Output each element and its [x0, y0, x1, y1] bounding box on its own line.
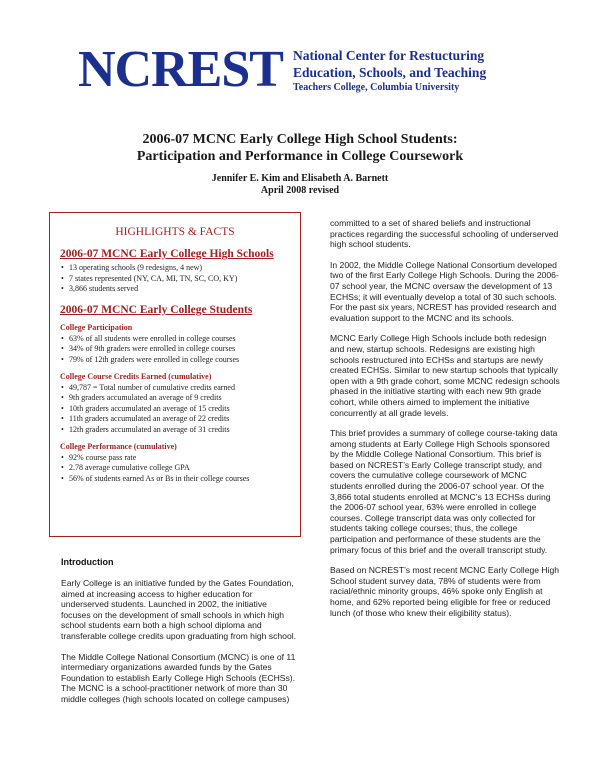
organization-name — [293, 47, 486, 94]
list-item: • 9th graders accumulated an average of 9 credits — [60, 393, 290, 404]
performance-list — [60, 453, 290, 485]
list-item: • 92% course pass rate — [60, 453, 290, 464]
intro-paragraph: The Middle College National Consortium (MCNC) is one of 11 intermediary organizations awarded funds by the Gates Foundation to establish Early College High Schools (ECHSs). The MCNC is a school-practitioner network of more than 30 middle colleges (high schools located on college campuses) — [61, 651, 296, 704]
intro-paragraph: Early College is an initiative funded by the Gates Foundation, aimed at increasing access to higher education for underserved students. Launched in 2002, the initiative focuses on the development of small schools in which high school students earn both a high school diploma and transferable college credits upon graduating from high school. — [61, 578, 297, 641]
body-paragraph: This brief provides a summary of college course-taking data among students at Early College High Schools sponsored by the Middle College National Consortium. This brief is based on NCREST’s Early College transcript study, and covers the cumulative college coursework of MCNC students enrolled during the 2006-07 school year. Of the 3,866 total students enrolled at MCNC’s 13 ECHSs during the 2006-07 school year, 63% were enrolled in college courses. College transcript data was only collected for students taking college courses; thus, the college participation and performance of these students are the primary focus of this brief and the overall transcript study. — [330, 428, 558, 555]
participation-label: College Participation — [60, 322, 133, 332]
participation-list — [60, 334, 290, 366]
highlights-box — [49, 212, 301, 537]
list-item: • 10th graders accumulated an average of 15 credits — [60, 404, 290, 415]
authors: Jennifer E. Kim and Elisabeth A. Barnett — [211, 173, 389, 184]
list-item: • 7 states represented (NY, CA, MI, TN, SC, CO, KY) — [60, 274, 290, 285]
body-paragraph: committed to a set of shared beliefs and instructional practices regarding the successful schooling of underserved high school students. — [330, 218, 559, 250]
org-line-1: National Center for Restucturing — [293, 48, 485, 63]
introduction-heading: Introduction — [61, 557, 114, 567]
schools-heading: 2006-07 MCNC Early College High Schools — [60, 248, 274, 260]
author-block — [0, 173, 600, 197]
credits-label: College Course Credits Earned (cumulative) — [60, 371, 212, 381]
highlights-title: HIGHLIGHTS & FACTS — [115, 226, 235, 238]
list-item: • 12th graders accumulated an average of 31 credits — [60, 425, 290, 436]
title-line-1: 2006-07 MCNC Early College High School Students: — [142, 132, 458, 147]
right-column — [330, 218, 560, 628]
credits-list — [60, 383, 290, 436]
list-item: • 79% of 12th graders were enrolled in college courses — [60, 355, 290, 366]
document-title — [0, 131, 600, 165]
body-paragraph: MCNC Early College High Schools include both redesign and new, startup schools. Redesigns are existing high schools restructured into ECHSs and startups are newly created ECHSs. Similar to new startup schools that typically open with a 9th grade cohort, some MCNC redesign schools phased in the initiative starting with each new 9th grade cohort, while others aimed to implement the initiative concurrently at all grade levels. — [330, 333, 560, 418]
title-line-2: Participation and Performance in College Coursework — [136, 149, 464, 164]
list-item: • 11th graders accumulated an average of 22 credits — [60, 414, 290, 425]
list-item: • 49,787 = Total number of cumulative credits earned — [60, 383, 290, 394]
introduction-section — [61, 557, 297, 715]
list-item: • 13 operating schools (9 redesigns, 4 new) — [60, 263, 290, 274]
students-heading: 2006-07 MCNC Early College Students — [60, 303, 253, 316]
org-line-3: Teachers College, Columbia University — [293, 82, 460, 93]
ncrest-logo: NCREST — [78, 41, 283, 98]
list-item: • 63% of all students were enrolled in college courses — [60, 334, 290, 345]
list-item: • 34% of 9th graders were enrolled in college courses — [60, 344, 290, 355]
org-line-2: Education, Schools, and Teaching — [293, 65, 487, 80]
schools-list — [60, 263, 290, 295]
body-paragraph: Based on NCREST’s most recent MCNC Early College High School student survey data, 78% of students were from racial/ethnic minority groups, 46% spoke only English at home, and 62% reported being eligible for free or reduced lunch (of those who knew their eligibility status). — [330, 565, 560, 618]
list-item: • 56% of students earned As or Bs in their college courses — [60, 474, 290, 485]
publication-date: April 2008 revised — [260, 185, 340, 196]
performance-label: College Performance (cumulative) — [60, 441, 177, 451]
list-item: • 3,866 students served — [60, 284, 290, 295]
body-paragraph: In 2002, the Middle College National Consortium developed two of the first Early College High Schools. During the 2006-07 school year, the MCNC oversaw the development of 13 ECHSs; it will eventually develop a total of 30 such schools. For the past six years, NCREST has provided research and evaluation support to the MCNC and its schools. — [330, 259, 559, 323]
list-item: • 2.78 average cumulative college GPA — [60, 463, 290, 474]
